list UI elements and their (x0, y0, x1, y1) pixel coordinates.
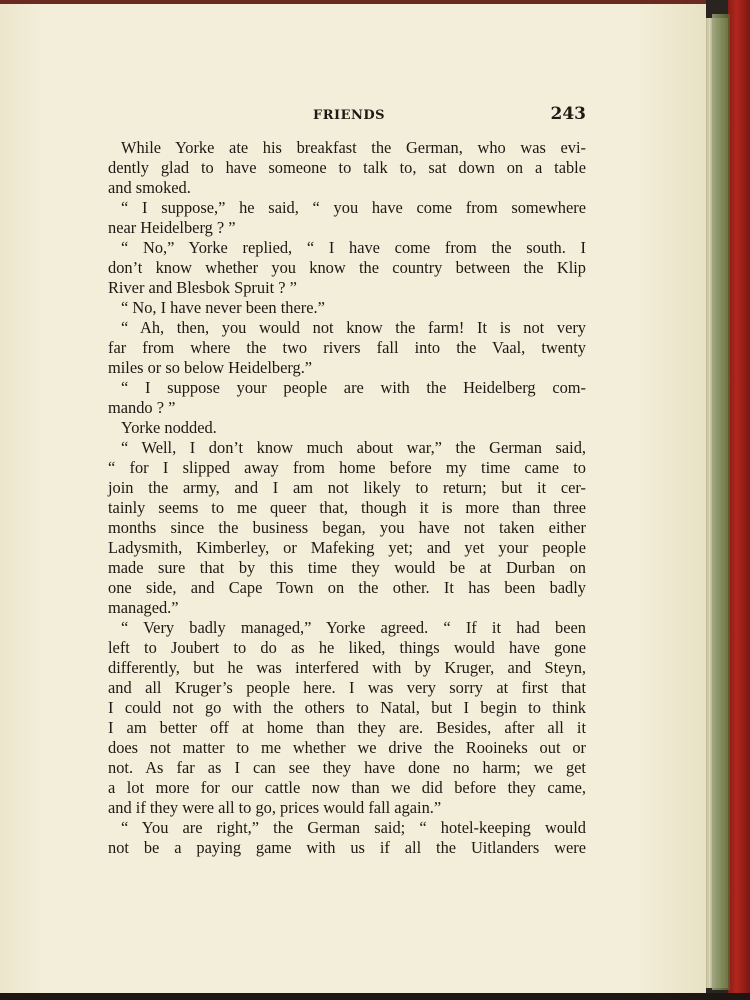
text-line: I could not go with the others to Natal, but I begin to think (108, 698, 586, 717)
text-line: Yorke nodded. (121, 418, 217, 437)
text-line: “ No,” Yorke replied, “ I have come from the south. I (121, 238, 586, 257)
running-head: FRIENDS (313, 108, 386, 123)
text-line: “ Well, I don’t know much about war,” the German said, (121, 438, 586, 457)
text-line: mando ? ” (108, 398, 176, 417)
page-edge-tint (712, 14, 730, 990)
text-line: and if they were all to go, prices would fall again.” (108, 798, 442, 817)
text-line: “ I suppose your people are with the Heidelberg com- (121, 378, 586, 397)
page-header (108, 104, 586, 130)
text-line: dently glad to have someone to talk to, sat down on a table (108, 158, 586, 177)
text-line: “ No, I have never been there.” (121, 298, 325, 317)
book-cover-edge (728, 0, 750, 1000)
text-line: left to Joubert to do as he liked, things would have gone (108, 638, 586, 657)
bottom-shadow (0, 993, 750, 1000)
text-line: “ Very badly managed,” Yorke agreed. “ If it had been (121, 618, 586, 637)
body-text (108, 138, 586, 858)
text-line: tainly seems to me queer that, though it is more than three (108, 498, 586, 517)
text-line: not. As far as I can see they have done no harm; we get (108, 758, 586, 777)
text-line: one side, and Cape Town on the other. It has been badly (108, 578, 586, 597)
text-line: and all Kruger’s people here. I was very sorry at first that (108, 678, 586, 697)
text-line: does not matter to me whether we drive the Rooineks out or (108, 738, 586, 757)
text-line: not be a paying game with us if all the Uitlanders were (108, 838, 586, 857)
text-line: “ Ah, then, you would not know the farm! It is not very (121, 318, 586, 337)
text-line: managed.” (108, 598, 179, 617)
text-line: miles or so below Heidelberg.” (108, 358, 313, 377)
text-line: made sure that by this time they would be at Durban on (108, 558, 586, 577)
page-number: 243 (550, 104, 586, 124)
text-line: While Yorke ate his breakfast the German, who was evi- (121, 138, 586, 157)
text-line: Ladysmith, Kimberley, or Mafeking yet; and yet your people (108, 538, 586, 557)
text-line: join the army, and I am not likely to return; but it cer- (108, 478, 586, 497)
text-line: “ I suppose,” he said, “ you have come from somewhere (121, 198, 586, 217)
text-line: River and Blesbok Spruit ? ” (108, 278, 297, 297)
text-line: months since the business began, you have not taken either (108, 518, 586, 537)
text-line: a lot more for our cattle now than we did before they came, (108, 778, 586, 797)
text-line: near Heidelberg ? ” (108, 218, 236, 237)
text-line: I am better off at home than they are. Besides, after all it (108, 718, 586, 737)
text-line: “ for I slipped away from home before my time came to (108, 458, 586, 477)
text-line: far from where the two rivers fall into the Vaal, twenty (108, 338, 586, 357)
text-line: don’t know whether you know the country between the Klip (108, 258, 586, 277)
text-line: differently, but he was interfered with by Kruger, and Steyn, (108, 658, 586, 677)
text-line: “ You are right,” the German said; “ hotel-keeping would (121, 818, 586, 837)
text-line: and smoked. (108, 178, 191, 197)
